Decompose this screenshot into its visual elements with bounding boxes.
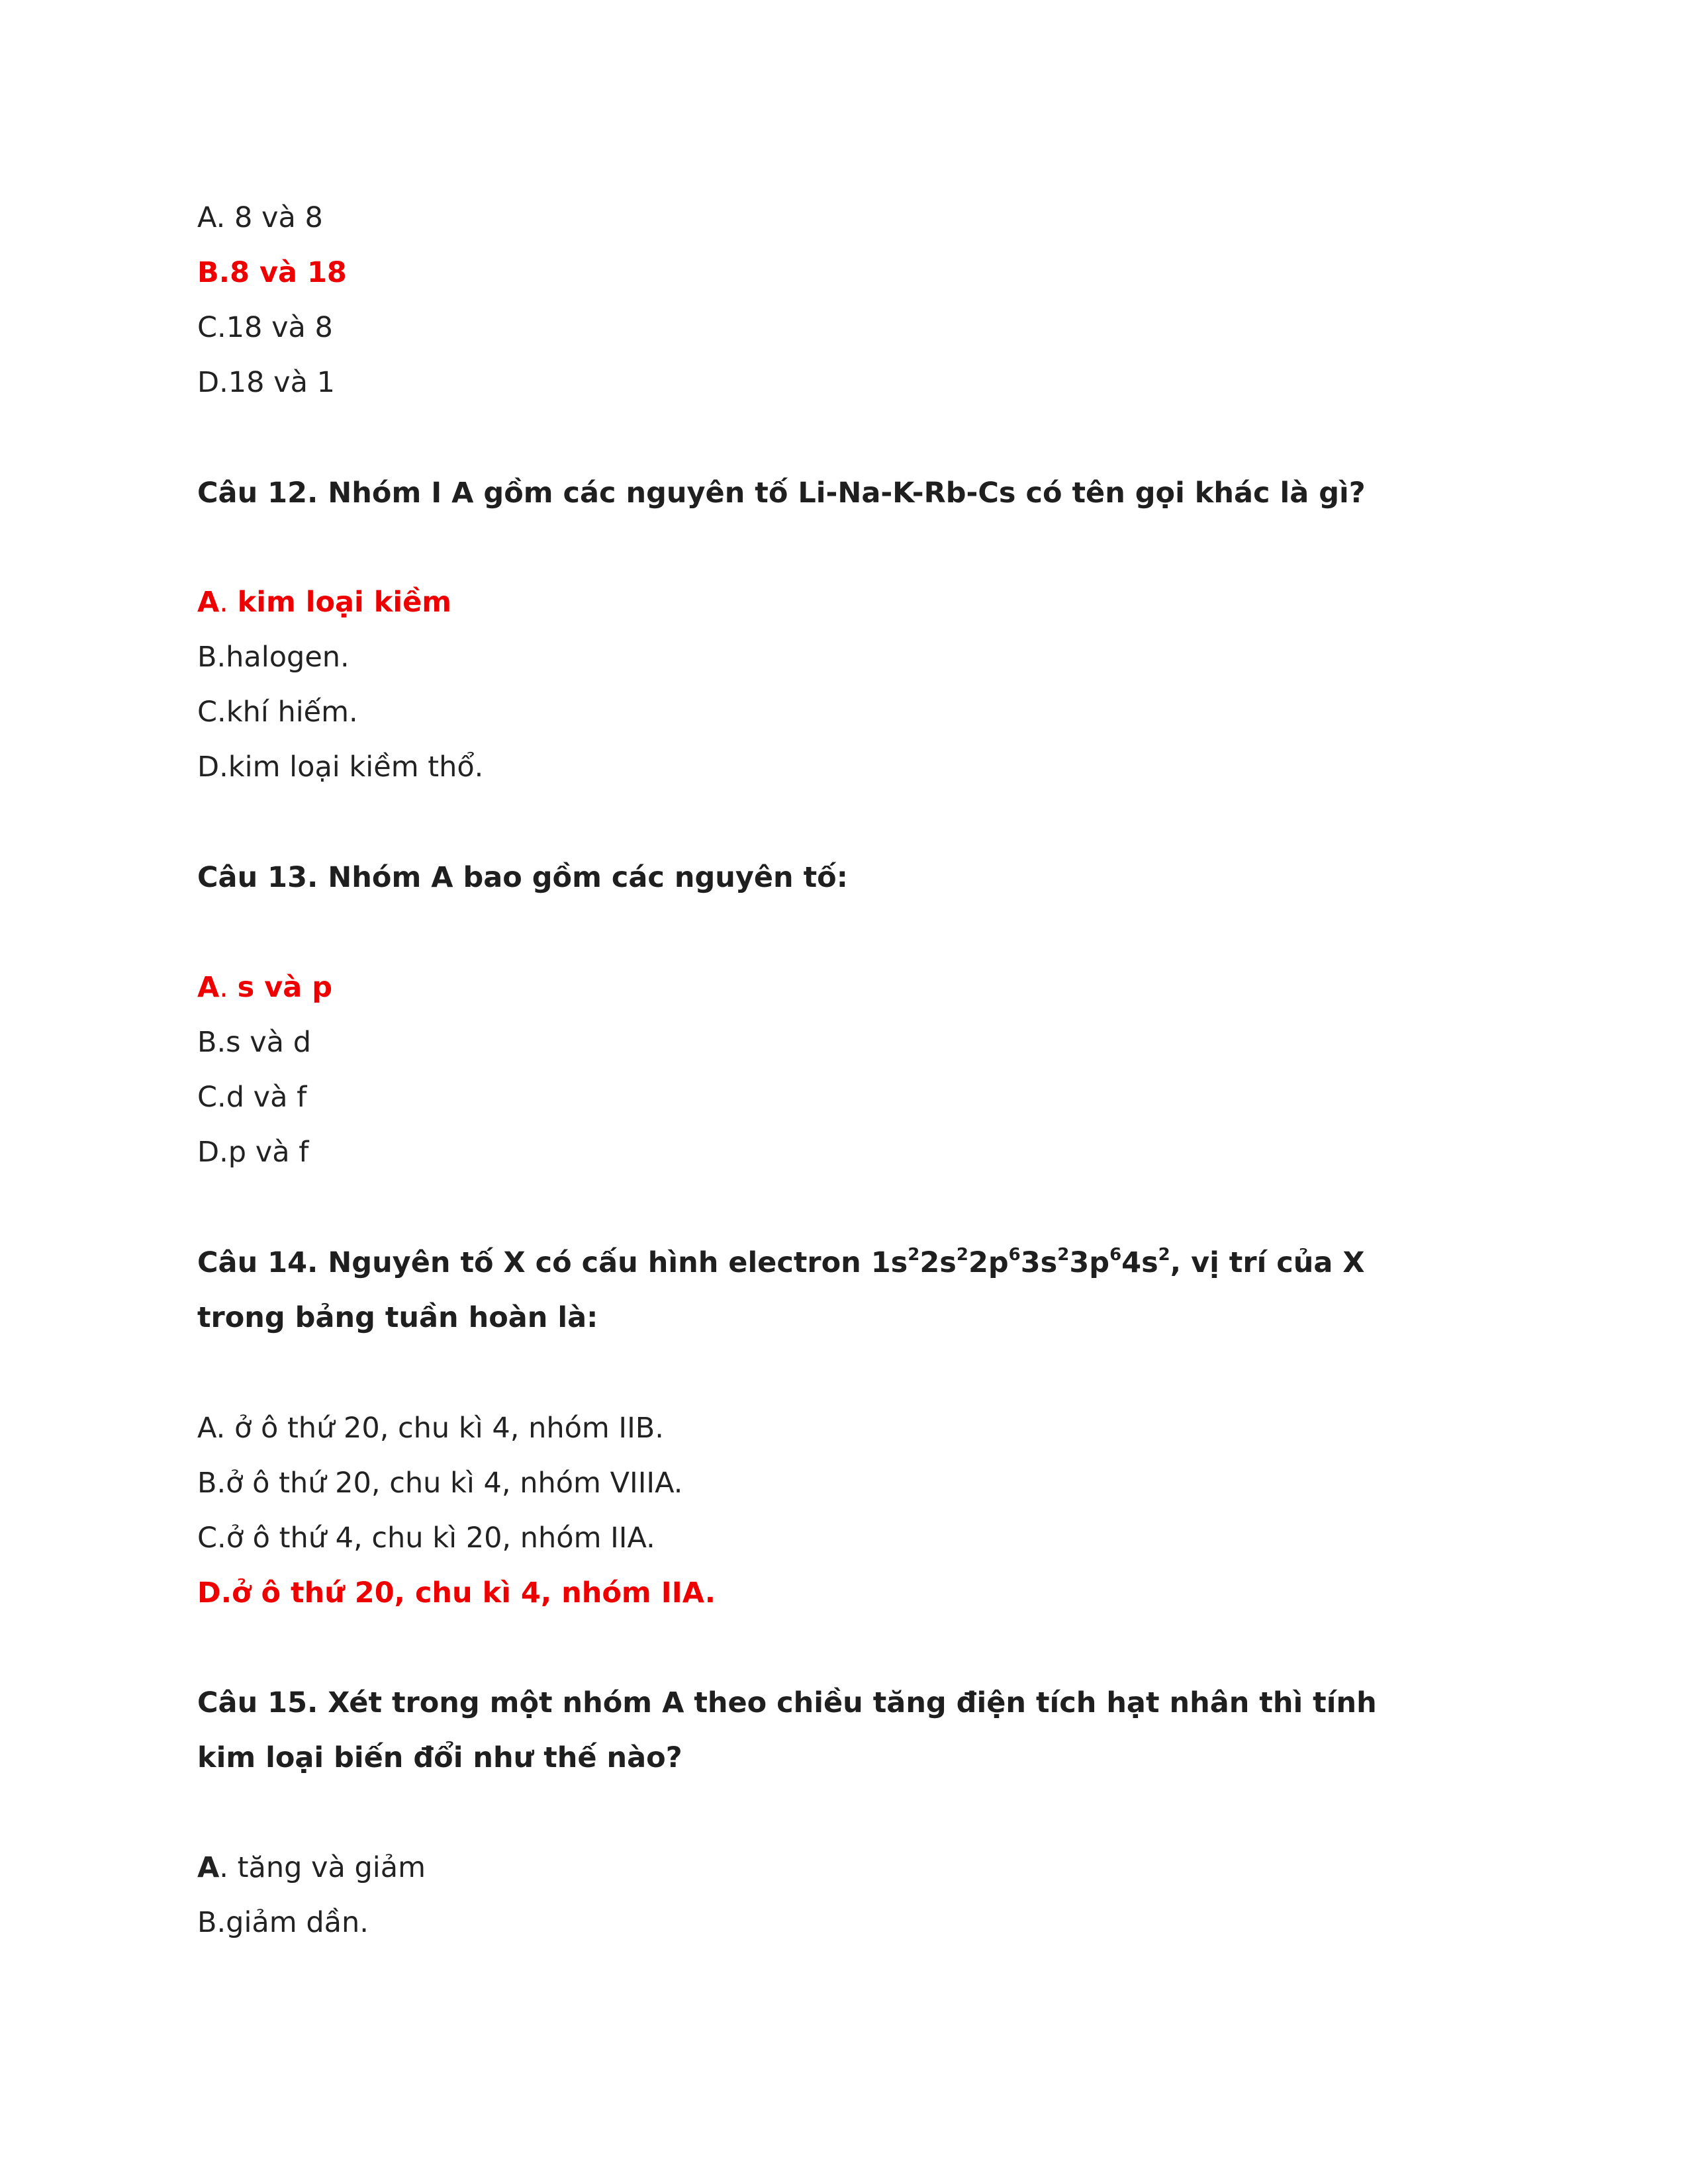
q15-question-line2: kim loại biến đổi như thế nào?	[197, 1741, 682, 1774]
q14-config-4-exp: 2	[1057, 1245, 1070, 1265]
q14-config-2-exp: 2	[956, 1245, 968, 1265]
q13-a-letter: A	[197, 971, 220, 1004]
q15-option-a	[197, 1848, 426, 1888]
q14-option-d-answer: D.ở ô thứ 20, chu kì 4, nhóm IIA.	[197, 1576, 716, 1610]
q14-config-4-base: 3s	[1020, 1246, 1058, 1279]
q13-option-c: C.d và f	[197, 1081, 307, 1114]
q14-config-1-base: 1s	[870, 1246, 908, 1279]
q13-option-a-answer	[197, 968, 332, 1007]
q13-option-b: B.s và d	[197, 1026, 311, 1059]
q14-prefix: Câu 14. Nguyên tố X có cấu hình electron	[197, 1246, 871, 1279]
q15-a-letter: A	[197, 1851, 220, 1884]
q14-config-5-base: 3p	[1069, 1246, 1110, 1279]
q15-option-b: B.giảm dần.	[197, 1906, 369, 1939]
q14-config-6-base: 4s	[1121, 1246, 1158, 1279]
q14-option-b: B.ở ô thứ 20, chu kì 4, nhóm VIIIA.	[197, 1467, 683, 1500]
q14-config-3-base: 2p	[968, 1246, 1009, 1279]
q14-suffix: , vị trí của X	[1170, 1246, 1365, 1279]
q12-a-letter: A	[197, 586, 220, 619]
q11-option-d: D.18 và 1	[197, 366, 335, 399]
q13-a-text: s và p	[237, 971, 332, 1004]
q13-a-dot: .	[219, 971, 238, 1004]
q12-option-d: D.kim loại kiềm thổ.	[197, 751, 484, 784]
q12-option-b: B.halogen.	[197, 641, 350, 674]
q12-a-text: kim loại kiềm	[237, 586, 452, 619]
q14-config-1-exp: 2	[908, 1245, 920, 1265]
q13-option-d: D.p và f	[197, 1136, 309, 1169]
q12-option-c: C.khí hiếm.	[197, 696, 358, 729]
q13-question: Câu 13. Nhóm A bao gồm các nguyên tố:	[197, 861, 848, 894]
q11-option-b-answer: B.8 và 18	[197, 256, 347, 289]
q15-question-line1: Câu 15. Xét trong một nhóm A theo chiều tăng điện tích hạt nhân thì tính	[197, 1686, 1377, 1719]
q11-option-a: A. 8 và 8	[197, 201, 323, 234]
q14-config-5-exp: 6	[1109, 1245, 1122, 1265]
q14-option-c: C.ở ô thứ 4, chu kì 20, nhóm IIA.	[197, 1522, 655, 1555]
q12-question: Câu 12. Nhóm I A gồm các nguyên tố Li-Na-K-Rb-Cs có tên gọi khác là gì?	[197, 477, 1366, 510]
q14-question-line1	[197, 1243, 1365, 1283]
q14-question-line2: trong bảng tuần hoàn là:	[197, 1301, 598, 1334]
q12-a-dot: .	[219, 586, 238, 619]
q14-config-6-exp: 2	[1158, 1245, 1170, 1265]
q15-a-text: . tăng và giảm	[219, 1851, 426, 1884]
q14-config-3-exp: 6	[1008, 1245, 1021, 1265]
q12-option-a-answer	[197, 582, 451, 622]
q14-config-2-base: 2s	[919, 1246, 957, 1279]
q14-option-a: A. ở ô thứ 20, chu kì 4, nhóm IIB.	[197, 1412, 664, 1445]
q11-option-c: C.18 và 8	[197, 311, 333, 344]
